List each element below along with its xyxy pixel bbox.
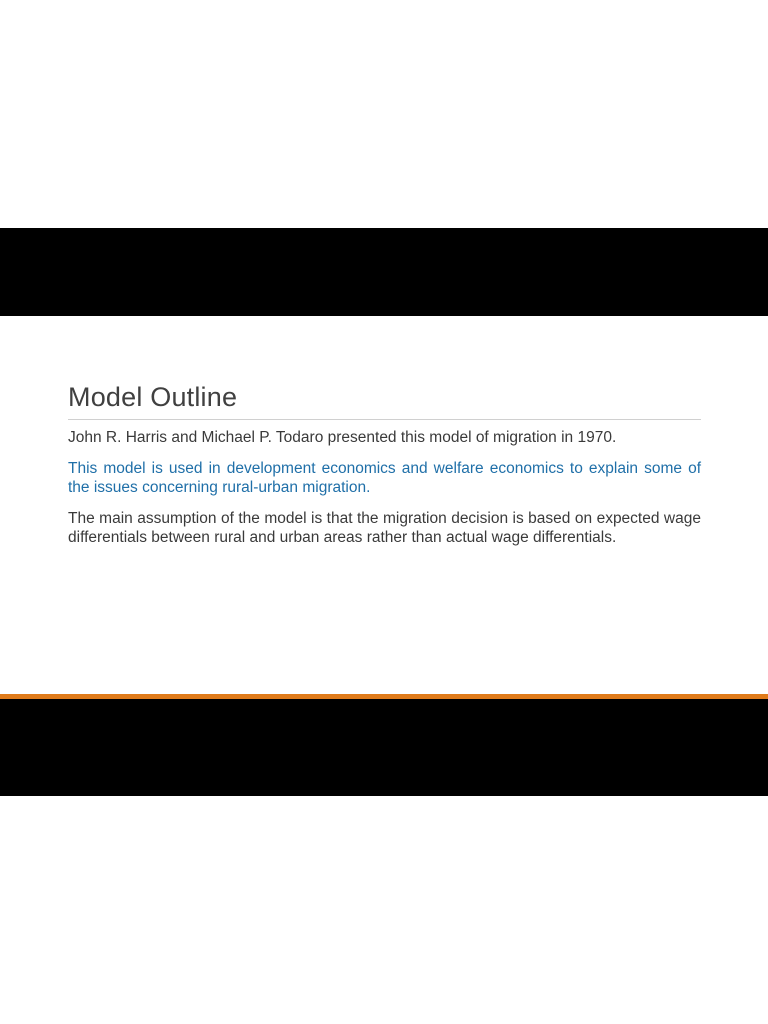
- slide-title: Model Outline: [68, 382, 238, 412]
- title-divider: [68, 419, 701, 420]
- presentation-slide: [0, 316, 768, 696]
- slide-paragraph-usage: This model is used in development economics and welfare economics to explain some of the issues concerning rural-urban migration.: [68, 460, 701, 496]
- letterbox-top: [0, 228, 768, 316]
- letterbox-bottom: [0, 699, 768, 796]
- slide-paragraph-authors: John R. Harris and Michael P. Todaro presented this model of migration in 1970.: [68, 429, 617, 446]
- slide-paragraph-assumption: The main assumption of the model is that the migration decision is based on expected wage differentials between rural and urban areas rather than actual wage differentials.: [68, 510, 701, 546]
